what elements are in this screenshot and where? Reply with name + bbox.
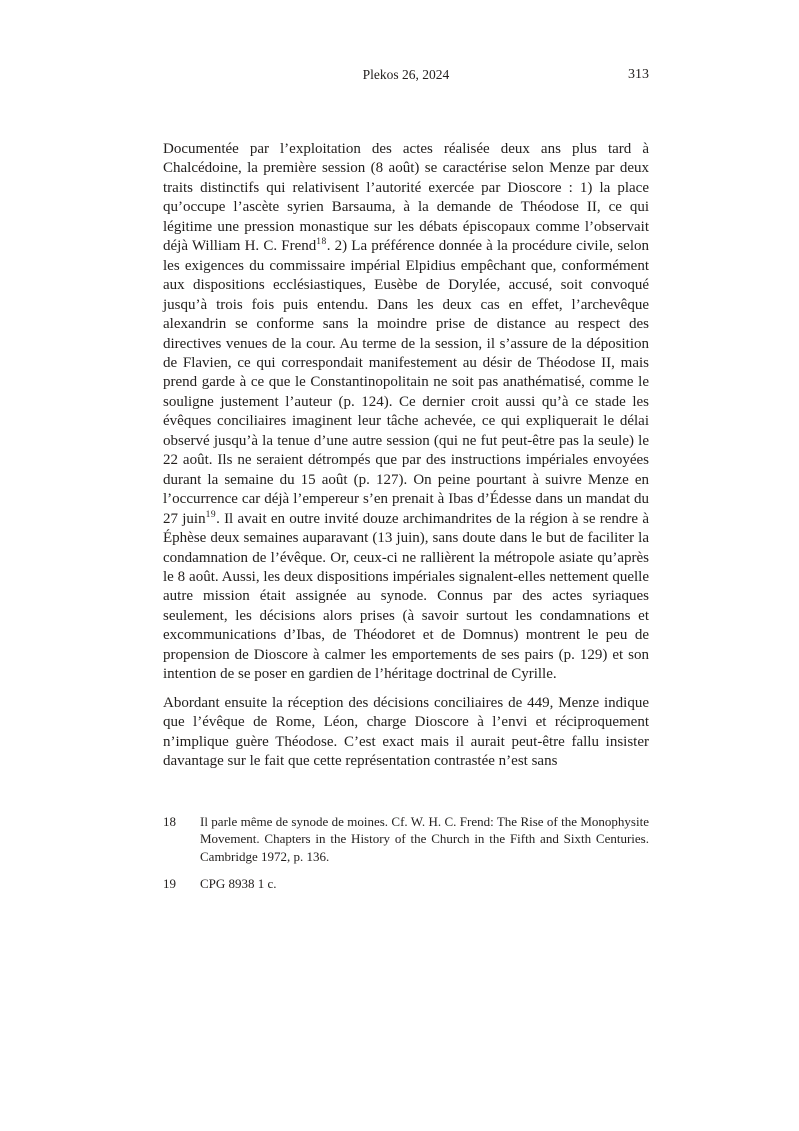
body-text xyxy=(163,140,649,772)
journal-title: Plekos 26, 2024 xyxy=(362,67,450,82)
paragraph-2: Abordant ensuite la réception des décisions conciliaires de 449, Menze indique que l’évêque de Rome, Léon, charge Dioscore à l’envi et réciproquement n’implique guère Théodose. C’est exact mais il aurait peut-être fallu insister davantage sur le fait que cette représentation contrastée n’est sans xyxy=(163,694,649,770)
paragraph-1 xyxy=(163,140,649,685)
footnote-number: 18 xyxy=(163,814,176,829)
footnote-19 xyxy=(163,875,649,892)
footnote-18 xyxy=(163,813,649,865)
paragraph-1-part-2: . 2) La préférence donnée à la procédure civile, selon les exigences du commissaire impérial Elpidius empêchant que, conformément aux dispositions ecclésiastiques, Eusèbe de Dorylée, accusé, soit convoqué jusqu’à trois fois puis entendu. Dans les deux cas en effet, l’archevêque alexandrin se conforme sans la moindre prise de distance au respect des directives venues de la cour. Au terme de la session, il s’assure de la déposition de Flavien, ce qui correspondait manifestement au désir de Théodose II, mais prend garde à ce que le Constantinopolitain ne soit pas anathématisé, comme le souligne justement l’auteur (p. 124). Ce dernier croit aussi qu’à ce stade les évêques conciliaires imaginent leur tâche achevée, ce qui expliquerait le délai observé jusqu’à la tenue d’une autre session (qui ne fut peut-être pas la seule) le 22 août. Ils ne seraient détrompés que par des instructions impériales envoyées durant la semaine du 15 août (p. 127). On peine pourtant à suivre Menze en l’occurrence car déjà l’empereur s’en prenait à Ibas d’Édesse dans un mandat du 27 juin xyxy=(163,238,649,527)
footnote-number: 19 xyxy=(163,875,176,891)
footnote-ref-18: 18 xyxy=(316,237,327,248)
running-header xyxy=(163,67,649,87)
page-number: 313 xyxy=(628,67,649,82)
footnote-ref-19: 19 xyxy=(205,509,217,520)
footnote-text: CPG 8938 1 c. xyxy=(200,875,277,891)
paragraph-1-part-3: . Il avait en outre invité douze archimandrites de la région à se rendre à Éphèse deux semaines auparavant (13 juin), sans doute dans le but de faciliter la condamnation de l’évêque. Or, ceux-ci ne rallièrent la métropole asiate qu’après le 8 août. Aussi, les deux dispositions impériales signalent-elles nettement quelle autre mission était assignée au synode. Connus par des actes syriaques seulement, les décisions alors prises (à savoir surtout les condamnations et excommunications d’Ibas, de Théodoret et de Domnus) montrent le peu de propension de Dioscore à calmer les emportements de ses pairs (p. 129) et son intention de se poser en gardien de l’héritage doctrinal de Cyrille. xyxy=(163,510,649,683)
footnote-text: Il parle même de synode de moines. Cf. W. H. C. Frend: The Rise of the Monophysite Movement. Chapters in the History of the Church in the Fifth and Sixth Centuries. Cambridge 1972, p. 136. xyxy=(200,814,649,864)
footnotes-section xyxy=(163,813,649,892)
paragraph-1-part-1: Documentée par l’exploitation des actes réalisée deux ans plus tard à Chalcédoine, la première session (8 août) se caractérise selon Menze par deux traits distinctifs qui relativisent l’autorité exercée par Dioscore : 1) la place qu’occupe l’ascète syrien Barsauma, à la demande de Théodose II, ce qui légitime une pression monastique sur les débats épiscopaux comme l’observait déjà William H. C. Frend xyxy=(163,141,649,255)
